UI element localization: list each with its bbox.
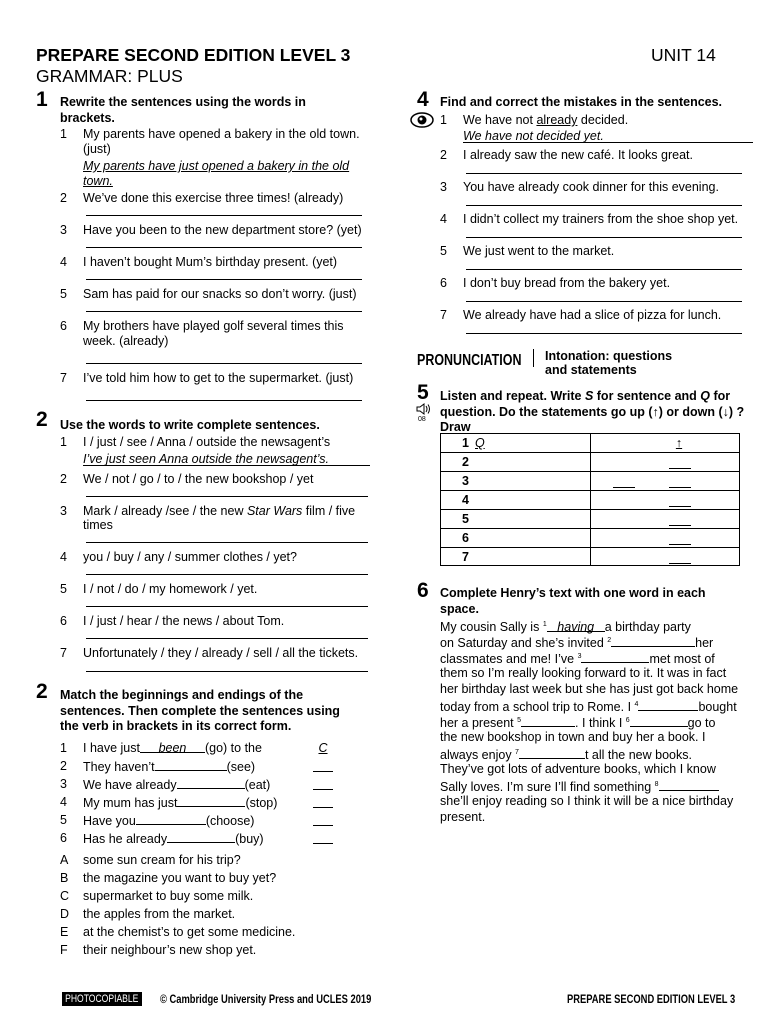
item-number: 6	[440, 276, 447, 290]
item-text: Sam has paid for our snacks so don’t worry. (just)	[83, 287, 357, 301]
ending-text: supermarket to buy some milk.	[83, 889, 254, 903]
match-blank[interactable]	[313, 789, 333, 790]
exercise-number: 2	[36, 408, 48, 431]
item-number: 1	[60, 435, 67, 449]
item-number: 6	[60, 831, 67, 845]
gap-text-line: she’ll enjoy reading so I think it will be a nice birthday	[440, 794, 734, 808]
gap-blank[interactable]	[177, 776, 245, 789]
arrow-blank[interactable]	[669, 525, 691, 526]
model-answer: We have not decided yet.	[463, 129, 604, 143]
item-text: Have you been to the new department store? (yet)	[83, 223, 362, 237]
exercise-instruction: sentences. Then complete the sentences using	[60, 704, 340, 718]
arrow-blank[interactable]	[669, 487, 691, 488]
item-text	[83, 503, 355, 519]
gap-blank[interactable]	[581, 650, 649, 663]
model-answer: My parents have just opened a bakery in the old	[83, 159, 350, 173]
exercise-number: 2	[36, 680, 48, 703]
gap-blank[interactable]	[659, 778, 719, 791]
arrow-blank[interactable]	[669, 506, 691, 507]
item-text-part: decided.	[577, 113, 629, 127]
item-text	[83, 794, 277, 811]
gap-number: 8	[654, 781, 659, 788]
item-text-part: (choose)	[205, 814, 255, 828]
ending-letter: C	[60, 889, 70, 903]
table-row-number: 2	[462, 455, 469, 469]
gap-blank[interactable]	[547, 619, 605, 635]
exercise-number: 1	[36, 88, 48, 111]
exercise-instruction: brackets.	[60, 111, 115, 125]
item-text: I haven’t bought Mum’s birthday present. (yet)	[83, 255, 338, 269]
item-number: 5	[60, 287, 67, 301]
gap-number: 3	[577, 653, 582, 660]
text-part: t all the new books.	[584, 748, 692, 763]
unit-label: UNIT 14	[651, 45, 716, 65]
item-text: I didn’t collect my trainers from the shoe shop yet.	[463, 212, 739, 226]
gap-blank[interactable]	[630, 714, 688, 727]
gap-number: 2	[607, 637, 612, 644]
answer-line[interactable]	[86, 606, 368, 607]
gap-text-line: present.	[440, 810, 486, 824]
photocopiable-badge	[62, 992, 142, 1006]
gap-number: 7	[515, 749, 519, 756]
gap-text-line: the new bookshop in town and buy her a book. I	[440, 730, 706, 744]
ending-text: at the chemist’s to get some medicine.	[83, 925, 296, 939]
item-text: We just went to the market.	[463, 244, 615, 258]
exercise-instruction: Use the words to write complete sentences.	[60, 418, 320, 432]
gap-blank[interactable]	[519, 746, 585, 759]
page-subtitle: GRAMMAR: PLUS	[36, 66, 183, 86]
answer-line[interactable]	[86, 400, 362, 401]
table-row-number: 7	[462, 550, 469, 564]
text-part: . I think I	[575, 716, 626, 731]
item-text	[83, 758, 255, 775]
item-text: You have already cook dinner for this evening.	[463, 180, 719, 194]
item-text	[83, 740, 262, 756]
gap-number: 1	[542, 621, 547, 628]
item-text: I don’t buy bread from the bakery yet.	[463, 276, 671, 290]
item-text: I’ve told him how to get to the supermarket. (just)	[83, 371, 354, 385]
answer-line[interactable]	[86, 247, 362, 248]
gap-text-line: her birthday last week but she has just got back home	[440, 682, 739, 696]
match-answer[interactable]: C	[318, 741, 328, 755]
exercise-instruction: space.	[440, 602, 479, 616]
item-text: (just)	[83, 142, 111, 156]
item-number: 1	[60, 741, 67, 755]
item-number: 2	[440, 148, 447, 162]
answer-line[interactable]	[83, 465, 370, 466]
copyright-text	[160, 992, 431, 1006]
text-part: on Saturday and she’s invited	[440, 636, 608, 651]
item-number: 4	[60, 255, 67, 269]
text-part: go to	[687, 716, 716, 731]
ending-letter: B	[60, 871, 69, 885]
item-text-part: Has he already	[83, 832, 168, 846]
exercise-number: 5	[417, 381, 429, 404]
type-blank[interactable]	[613, 487, 635, 488]
item-number: 4	[60, 795, 67, 809]
item-text-part: (see)	[226, 760, 256, 774]
audio-icon[interactable]	[416, 402, 432, 414]
ending-text: the magazine you want to buy yet?	[83, 871, 277, 885]
item-number: 7	[60, 646, 67, 660]
answer-line[interactable]	[86, 215, 362, 216]
item-number: 5	[440, 244, 447, 258]
instruction-part: Q	[700, 389, 711, 403]
exercise-instruction: Match the beginnings and endings of the	[60, 688, 304, 702]
footer-title-label: PREPARE SECOND EDITION LEVEL 3	[567, 992, 736, 1006]
item-text-part: film / five	[302, 504, 356, 518]
item-text: Unfortunately / they / already / sell / all the tickets.	[83, 646, 359, 660]
gap-number: 4	[634, 701, 639, 708]
item-text: I / just / hear / the news / about Tom.	[83, 614, 285, 628]
gap-blank[interactable]	[136, 812, 206, 825]
text-part: a birthday party	[604, 620, 691, 635]
item-number: 4	[440, 212, 447, 226]
item-text	[83, 776, 270, 793]
item-text: I / not / do / my homework / yet.	[83, 582, 258, 596]
gap-blank[interactable]	[638, 698, 698, 711]
text-part: Sally loves. I’m sure I’ll find something	[440, 780, 655, 795]
item-number: 1	[60, 127, 67, 141]
item-text-part: (buy)	[235, 832, 264, 846]
eye-icon	[410, 112, 434, 128]
item-number: 4	[60, 550, 67, 564]
ending-letter: F	[60, 943, 68, 957]
answer-line[interactable]	[466, 237, 742, 238]
answer-table	[440, 433, 740, 566]
copyright-label: © Cambridge University Press and UCLES 2019	[160, 992, 372, 1006]
item-text: I / just / see / Anna / outside the newsagent’s	[83, 435, 331, 449]
photocopiable-label: PHOTOCOPIABLE	[65, 993, 139, 1005]
text-part: classmates and me! I’ve	[440, 652, 578, 667]
item-text-part: (eat)	[244, 778, 271, 792]
item-number: 2	[60, 759, 67, 773]
item-number: 1	[440, 113, 447, 127]
table-row-number: 3	[462, 474, 469, 488]
item-text: I already saw the new café. It looks great.	[463, 148, 693, 162]
exercise-instruction: the verb in brackets in its correct form.	[60, 719, 292, 733]
item-number: 2	[60, 472, 67, 486]
item-text: My brothers have played golf several times this	[83, 319, 344, 333]
item-text-part: My mum has just	[83, 796, 178, 810]
item-text-part: Mark / already /see / the new	[83, 504, 247, 518]
ending-letter: A	[60, 853, 69, 867]
gap-number: 5	[517, 717, 522, 724]
divider	[533, 349, 534, 367]
ending-text: some sun cream for his trip?	[83, 853, 241, 867]
item-text: you / buy / any / summer clothes / yet?	[83, 550, 297, 564]
text-part: bought	[698, 700, 737, 715]
instruction-part: S	[584, 389, 594, 403]
text-part: met most of	[649, 652, 715, 667]
answer-line[interactable]	[466, 173, 742, 174]
item-text	[83, 812, 254, 829]
answer-line[interactable]	[86, 638, 368, 639]
table-row-number: 4	[462, 493, 469, 507]
item-text: We’ve done this exercise three times! (already)	[83, 191, 344, 205]
item-text: week. (already)	[83, 334, 169, 348]
pronunciation-label: PRONUNCIATION	[417, 352, 522, 369]
answer-line[interactable]	[86, 279, 362, 280]
exercise-instruction: Complete Henry’s text with one word in each	[440, 586, 706, 600]
ending-letter: E	[60, 925, 69, 939]
exercise-instruction	[440, 388, 730, 404]
pronunciation-title: Intonation: questions	[545, 349, 673, 363]
ending-text: the apples from the market.	[83, 907, 236, 921]
exercise-instruction: Draw	[440, 420, 471, 434]
text-part: always enjoy	[440, 748, 516, 763]
item-text	[463, 112, 628, 128]
text-part: today from a school trip to Rome. I	[440, 700, 635, 715]
item-number: 6	[60, 319, 67, 333]
model-answer: been	[158, 741, 187, 755]
exercise-instruction: question. Do the statements go up (↑) or down (↓) ?	[440, 405, 745, 419]
item-number: 3	[60, 777, 67, 791]
item-text-part: We have already	[83, 778, 177, 792]
film-title: Star Wars	[246, 504, 303, 518]
table-arrow-answer[interactable]: ↑	[675, 436, 683, 450]
gap-blank[interactable]	[611, 634, 695, 647]
exercise-instruction: Rewrite the sentences using the words in	[60, 95, 306, 109]
gap-blank[interactable]	[140, 740, 205, 753]
gap-blank[interactable]	[167, 830, 235, 843]
item-number: 7	[60, 371, 67, 385]
ending-letter: D	[60, 907, 70, 921]
arrow-blank[interactable]	[669, 544, 691, 545]
mistake-word: already	[536, 113, 578, 127]
answer-line[interactable]	[86, 311, 362, 312]
answer-line[interactable]	[86, 671, 368, 672]
gap-number: 6	[625, 717, 630, 724]
model-answer: having	[557, 620, 595, 635]
footer-title	[567, 992, 768, 1006]
exercise-number: 4	[417, 88, 429, 111]
table-type-answer[interactable]: Q	[475, 436, 485, 450]
table-row-number: 6	[462, 531, 469, 545]
answer-line[interactable]	[466, 301, 742, 302]
item-text-part: Have you	[83, 814, 136, 828]
item-text-part: They haven’t	[83, 760, 155, 774]
exercise-number: 6	[417, 579, 429, 602]
model-answer: town.	[83, 174, 113, 188]
answer-line[interactable]	[86, 496, 368, 497]
pronunciation-title: and statements	[545, 363, 637, 377]
table-row-number: 1	[462, 436, 469, 450]
exercise-instruction: Find and correct the mistakes in the sentences.	[440, 95, 723, 109]
item-number: 6	[60, 614, 67, 628]
match-blank[interactable]	[313, 825, 333, 826]
track-number: 08	[418, 416, 426, 423]
item-text-part: (stop)	[245, 796, 278, 810]
item-text	[83, 830, 264, 847]
item-number: 5	[60, 813, 67, 827]
item-text: times	[83, 518, 113, 532]
answer-line[interactable]	[86, 574, 368, 575]
answer-line[interactable]	[86, 363, 362, 364]
ending-text: their neighbour’s new shop yet.	[83, 943, 257, 957]
instruction-part: for	[710, 389, 731, 403]
item-number: 2	[60, 191, 67, 205]
text-part: My cousin Sally is	[440, 620, 543, 635]
arrow-blank[interactable]	[669, 563, 691, 564]
answer-line[interactable]	[86, 542, 368, 543]
gap-blank[interactable]	[155, 758, 227, 771]
item-text-part: We have not	[463, 113, 537, 127]
item-number: 3	[60, 504, 67, 518]
arrow-blank[interactable]	[669, 468, 691, 469]
instruction-part: for sentence and	[593, 389, 701, 403]
table-row-number: 5	[462, 512, 469, 526]
item-number: 5	[60, 582, 67, 596]
item-number: 3	[440, 180, 447, 194]
answer-line[interactable]	[463, 142, 753, 143]
text-part: her a present	[440, 716, 518, 731]
item-text-part: I have just	[83, 741, 140, 755]
item-text-part: (go) to the	[204, 741, 262, 755]
item-text: My parents have opened a bakery in the old town.	[83, 127, 360, 141]
gap-text-line: them so I’m really looking forward to it. It was in fact	[440, 666, 727, 680]
answer-line[interactable]	[466, 333, 742, 334]
match-blank[interactable]	[313, 843, 333, 844]
instruction-part: Listen and repeat. Write	[440, 389, 585, 403]
gap-blank[interactable]	[177, 794, 245, 807]
answer-line[interactable]	[466, 205, 742, 206]
gap-blank[interactable]	[521, 714, 575, 727]
text-part: her	[695, 636, 714, 651]
answer-line[interactable]	[466, 269, 742, 270]
item-text: We / not / go / to / the new bookshop / yet	[83, 472, 314, 486]
model-answer: I’ve just seen Anna outside the newsagent’s.	[83, 452, 329, 466]
item-number: 3	[60, 223, 67, 237]
page-title: PREPARE SECOND EDITION LEVEL 3	[36, 45, 351, 65]
item-number: 7	[440, 308, 447, 322]
gap-text-line: They’ve got lots of adventure books, which I know	[440, 762, 716, 776]
match-blank[interactable]	[313, 771, 333, 772]
item-text: We already have had a slice of pizza for lunch.	[463, 308, 722, 322]
match-blank[interactable]	[313, 807, 333, 808]
